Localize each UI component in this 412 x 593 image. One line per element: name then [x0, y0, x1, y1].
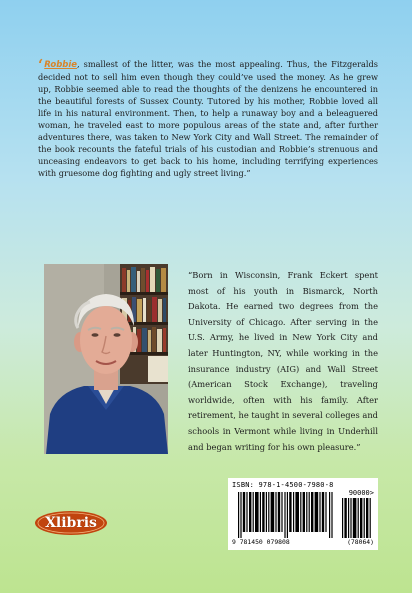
barcode-bars-main — [238, 492, 334, 538]
xlibris-logo — [34, 510, 108, 536]
opening-quote-mark: ‘ — [38, 56, 44, 74]
author-bio: “Born in Wisconsin, Frank Eckert spent most of his youth in Bismarck, North Dakota. He earned two degrees from the University of Chicago. After serving in the U.S. Army, he lived in New York City and later Huntington, NY, while working in the insurance industry (AIG) and Wall Street (American Stock Exchange), traveling worldwide, often with his family. After retirement, he taught in several colleges and schools in Vermont while living in Underhill and began writing for his own pleasure.” — [188, 270, 378, 452]
barcode-price-code: 90000> — [348, 489, 374, 497]
author-photo — [44, 264, 168, 454]
barcode-digits: 9 781450 079808 — [232, 538, 290, 546]
isbn-label: ISBN: 978-1-4500-7980-8 — [232, 481, 334, 489]
back-cover-blurb — [38, 58, 378, 179]
barcode-bars-addon — [342, 498, 372, 538]
isbn-barcode — [228, 478, 378, 550]
author-photo-illustration — [44, 264, 168, 454]
barcode-addon-digits: (78064) — [347, 538, 374, 546]
blurb-text: , smallest of the litter, was the most appealing. Thus, the Fitzgeralds decided not to sell him even though they could’ve used the money. As he grew up, Robbie seemed able to read the thoughts of the denizens he encountered in the beautiful forests of Sussex County. Tutored by his mother, Robbie loved all life in his natural environment. Then, to help a runaway boy and a beleaguered woman, he traveled east to more populous areas of the state and, after further adventures there, was taken to New York City and Wall Street. The remainder of the book recounts the fateful trials of his custodian and Robbie’s strenuous and unceasing endeavors to get back to his home, including terrifying experiences with gruesome dog fighting and ugly street living.” — [38, 59, 378, 178]
blurb-highlight-name: Robbie — [44, 60, 78, 70]
publisher-logo-text: Xlibris — [45, 515, 97, 531]
